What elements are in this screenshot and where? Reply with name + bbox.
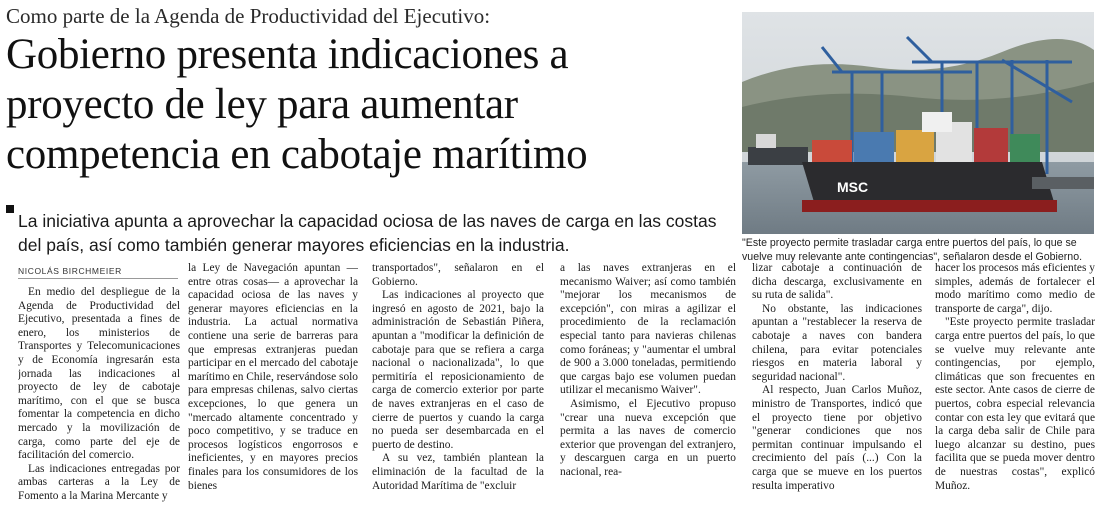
deck-bullet	[6, 205, 14, 213]
article-column-4	[560, 262, 736, 512]
headline	[6, 30, 736, 180]
byline: NICOLÁS BIRCHMEIER	[18, 266, 122, 276]
article-column-5	[752, 262, 922, 512]
paragraph: hacer los procesos más eficientes y simples, además de fortalecer el modo marítimo como medio de transporte de carga", dijo.	[935, 262, 1095, 315]
headline-line: competencia en cabotaje marítimo	[6, 131, 588, 178]
paragraph: A su vez, también plantean la eliminación de la facultad de la Autoridad Marítima de "excluir	[372, 452, 544, 492]
byline-rule	[18, 278, 178, 279]
paragraph: No obstante, las indicaciones apuntan a "restablecer la reserva de cabotaje a naves con bandera chilena, para evitar potenciales riesgos en materia laboral y seguridad nacional".	[752, 302, 922, 383]
article-column-1	[18, 286, 180, 512]
article-column-3	[372, 262, 544, 512]
paragraph: la Ley de Navegación apuntan —entre otras cosas— a aprovechar la capacidad ociosa de las naves y generar mayores eficiencias en la industria. La actual normativa contiene una serie de barreras para que empresas extranjeras puedan participar en el mercado del cabotaje marítimo en Chile, reservándose solo para empresas chilenas, salvo ciertas excepciones, lo que genera un "mercado altamente concentrado y poco competitivo, y se traduce en procesos logísticos engorrosos e ineficientes, y en mayores precios finales para los consumidores de los bienes	[188, 262, 358, 492]
paragraph: "Este proyecto permite trasladar carga entre puertos del país, lo que se vuelve muy relevante ante contingencias, por ejemplo, climáticas que son frecuentes en este sector. Ante casos de cierre de puertos, cobra especial relevancia contar con esta ley que evitará que la carga deba salir de Chile para luego alcanzar su destino, pues facilita que se pueda mover dentro de nuestras costas", explicó Muñoz.	[935, 316, 1095, 492]
headline-line: Gobierno presenta indicaciones a	[6, 31, 569, 78]
headline-line: proyecto de ley para aumentar	[6, 81, 518, 128]
paragraph: Las indicaciones entregadas por ambas carteras a la Ley de Fomento a la Marina Mercante y	[18, 462, 180, 502]
paragraph: lizar cabotaje a continuación de dicha descarga, exclusivamente en su ruta de salida".	[752, 262, 922, 302]
ship-name: MSC	[837, 179, 869, 195]
paragraph: Al respecto, Juan Carlos Muñoz, ministro de Transportes, indicó que el proyecto tiene por objetivo "generar condiciones que nos permitan continuar impulsando el crecimiento del país (...) Con la carga que se mueve en los puertos resulta imperativo	[752, 384, 922, 492]
paragraph: Asimismo, el Ejecutivo propuso "crear una nueva excepción que permita a las naves de comercio exterior que provengan del extranjero, y descarguen carga en un puerto nacional, rea-	[560, 397, 736, 478]
article-column-2	[188, 262, 358, 512]
paragraph: transportados", señalaron en el Gobierno.	[372, 262, 544, 288]
port-photo-illustration	[742, 12, 1094, 234]
paragraph: a las naves extranjeras en el mecanismo Waiver; así como también "mejorar los mecanismos de excepción", con miras a agilizar el procedimiento de la reclamación especial tanto para navieras chilenas como foráneas; y "aumentar el umbral de 900 a 3.000 toneladas, permitiendo que cargas bajo ese volumen puedan utilizar el mecanismo Waiver".	[560, 262, 736, 397]
photo-caption: "Este proyecto permite trasladar carga entre puertos del país, lo que se vuelve muy relevante ante contingencias", señalaron desde el Gobierno.	[742, 237, 1083, 263]
article-column-6	[935, 262, 1095, 512]
paragraph: En medio del despliegue de la Agenda de Productividad del Ejecutivo, presentada a fines de enero, los ministerios de Transportes y Telecomunicaciones y de Economía ingresarán esta jornada las indicaciones al proyecto de ley de cabotaje marítimo, con el que se busca fomentar la competencia en dicho mercado y la movilización de carga, como parte del eje de facilitación del comercio.	[18, 286, 180, 462]
deck: La iniciativa apunta a aprovechar la capacidad ociosa de las naves de carga en las costas del país, así como también generar mayores eficiencias en la industria.	[18, 211, 717, 255]
port-photo	[742, 12, 1094, 234]
paragraph: Las indicaciones al proyecto que ingresó en agosto de 2021, bajo la administración de Sebastián Piñera, apuntan a "modificar la definición de cabotaje para que se refiera a carga nacional o nacionalizada", lo que permitiría el reposicionamiento de carga de comercio exterior por parte de naves extranjeras en el caso de cierre de puertos y cuando la carga no pueda ser desembarcada en el puerto de destino.	[372, 289, 544, 451]
kicker: Como parte de la Agenda de Productividad del Ejecutivo:	[6, 4, 491, 28]
